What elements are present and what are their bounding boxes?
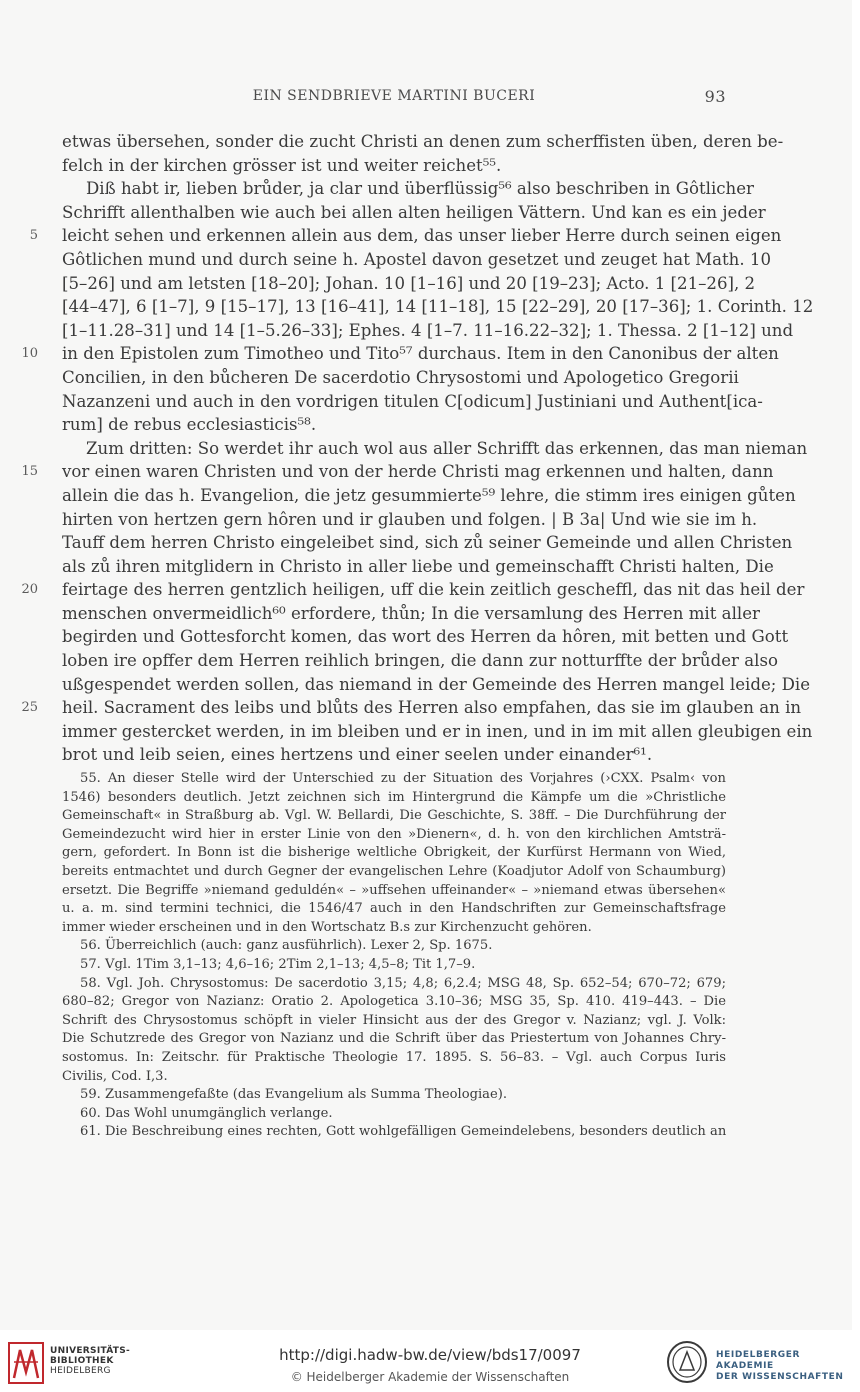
footnote-line: 58. Vgl. Joh. Chrysostomus: De sacerdotio 3,15; 4,8; 6,2.4; MSG 48, Sp. 652–54; 670–72; 679; — [80, 975, 726, 991]
footnote-line: sostomus. In: Zeitschr. für Praktische Theologie 17. 1895. S. 56–83. – Vgl. auch Corpus Iuris — [62, 1049, 726, 1065]
page-number: 93 — [704, 87, 726, 106]
text-line: Diß habt ir, lieben brůder, ja clar und überflüssig⁵⁶ also beschriben in Gôtlicher — [86, 179, 754, 199]
footnote-line: ersetzt. Die Begriffe »niemand geduldén« – »uffsehen uffeinander« – »niemand etwas übersehen« — [62, 882, 726, 898]
footnote-line: immer wieder erscheinen und in den Wortschatz B.s zur Kirchenzucht gehören. — [62, 919, 592, 935]
footnote-line: 57. Vgl. 1Tim 3,1–13; 4,6–16; 2Tim 2,1–13; 4,5–8; Tit 1,7–9. — [80, 956, 476, 972]
footnote-line: 1546) besonders deutlich. Jetzt zeichnen sich im Hintergrund die Kämpfe um die »Christliche — [62, 789, 726, 805]
text-line: rum] de rebus ecclesiasticis⁵⁸. — [62, 415, 317, 435]
text-line: begirden und Gottesforcht komen, das wort des Herren da hôren, mit betten und Gott — [62, 627, 789, 647]
university-library-name: UNIVERSITÄTS- BIBLIOTHEK HEIDELBERG — [50, 1346, 131, 1376]
footnote-line: u. a. m. sind termini technici, die 1546/47 auch in den Handschriften zur Gemeinschaftsfrage — [62, 901, 726, 917]
academy-seal-icon — [666, 1340, 708, 1384]
text-line: hirten von hertzen gern hôren und ir glauben und folgen. | B 3a| Und wie sie im h. — [62, 509, 758, 529]
footnote-line: 55. An dieser Stelle wird der Unterschied zu der Situation des Vorjahres (›CXX. Psalm‹ von — [80, 771, 726, 786]
text-line: brot und leib seien, eines hertzens und einer seelen under einander⁶¹. — [62, 745, 653, 765]
copyright-notice: © Heidelberger Akademie der Wissenschaften — [290, 1370, 570, 1384]
footnote-line: 680–82; Gregor von Nazianz: Oratio 2. Apologetica 3.10–36; MSG 35, Sp. 410. 419–443. – Die — [62, 994, 726, 1010]
footnote-line: Schrift des Chrysostomus schöpft in vieler Hinsicht aus der des Gregor v. Nazianz; vgl. J. Volk: — [62, 1012, 726, 1028]
text-line: leicht sehen und erkennen allein aus dem, das unser lieber Herre durch seinen eigen — [62, 226, 782, 246]
text-line: [1–11.28–31] und 14 [1–5.26–33]; Ephes. 4 [1–7. 11–16.22–32]; 1. Thessa. 2 [1–12] und — [62, 320, 794, 340]
permalink[interactable]: http://digi.hadw-bw.de/view/bds17/0097 — [279, 1346, 581, 1364]
footnote-line: Gemeindezucht wird hier in erster Linie von den »Dienern«, d. h. von den kirchlichen Amtsträ- — [62, 826, 726, 842]
line-number: 25 — [21, 700, 38, 716]
text-line: [5–26] und am letsten [18–20]; Johan. 10 [1–16] und 20 [19–23]; Acto. 1 [21–26], 2 — [62, 273, 756, 293]
text-line: in den Epistolen zum Timotheo und Tito⁵⁷ durchaus. Item in den Canonibus der alten — [62, 344, 779, 364]
text-line: allein die das h. Evangelion, die jetz gesummierte⁵⁹ lehre, die stimm ires einigen gůten — [62, 485, 796, 505]
footnote-line: 61. Die Beschreibung eines rechten, Gott wohlgefälligen Gemeindelebens, besonders deutlich an — [80, 1124, 727, 1140]
text-line: Gôtlichen mund und durch seine h. Apostel davon gesetzet und zeuget hat Math. 10 — [62, 249, 772, 269]
line-number: 5 — [29, 228, 38, 244]
viewer-footer — [0, 1330, 860, 1392]
footnote-line: Die Schutzrede des Gregor von Nazianz und die Schrift über das Priestertum von Johannes Chry- — [62, 1031, 726, 1047]
line-number: 15 — [21, 464, 38, 480]
text-line: Tauff dem herren Christo eingeleibet sind, sich zů seiner Gemeinde und allen Christen — [62, 533, 793, 553]
text-line: loben ire opffer dem Herren reihlich bringen, die dann zur notturffte der brůder also — [62, 651, 778, 671]
text-line: etwas übersehen, sonder die zucht Christi an denen zum scherffisten üben, deren be- — [62, 132, 784, 151]
running-title: EIN SENDBRIEVE MARTINI BUCERI — [252, 88, 536, 104]
text-line: felch in der kirchen grösser ist und weiter reichet⁵⁵. — [62, 155, 502, 175]
line-number: 10 — [21, 346, 38, 362]
text-line: Zum dritten: So werdet ihr auch wol aus aller Schrifft das erkennen, das man nieman — [86, 438, 808, 458]
running-head — [62, 88, 726, 110]
footnote-line: bereits entmachtet und durch Gegner der evangelischen Lehre (Koadjutor Adolf von Schaumburg) — [62, 863, 726, 879]
line-number: 20 — [21, 582, 38, 598]
text-line: Concilien, in den bůcheren De sacerdotio Chrysostomi und Apologetico Gregorii — [62, 367, 739, 387]
footnote-line: 56. Überreichlich (auch: ganz ausführlich). Lexer 2, Sp. 1675. — [80, 938, 493, 954]
text-line: als zů ihren mitglidern in Christo in aller liebe und gemeinschafft Christi halten, Die — [62, 556, 774, 576]
text-line: ußgespendet werden sollen, das niemand in der Gemeinde des Herren mangel leide; Die — [62, 674, 811, 694]
text-line: vor einen waren Christen und von der herde Christi mag erkennen und halten, dann — [62, 462, 774, 482]
text-line: [44–47], 6 [1–7], 9 [15–17], 13 [16–41], 14 [11–18], 15 [22–29], 20 [17–36]; 1. Corinth. 12 — [62, 297, 814, 317]
footnote-line: Civilis, Cod. I,3. — [62, 1068, 168, 1084]
text-line: menschen onvermeidlich⁶⁰ erfordere, thůn; In die versamlung des Herren mit aller — [62, 603, 760, 623]
academy-name: HEIDELBERGER AKADEMIE DER WISSENSCHAFTEN — [716, 1350, 844, 1382]
footnote-line: gern, gefordert. In Bonn ist die bisherige weltliche Obrigkeit, der Kurfürst Hermann von Wied, — [62, 845, 726, 861]
text-line: feirtage des herren gentzlich heiligen, uff die kein zeitlich gescheffl, das nit das heil der — [62, 580, 805, 600]
footnote-line: 60. Das Wohl unumgänglich verlange. — [80, 1105, 333, 1121]
text-line: immer gestercket werden, in im bleiben und er in inen, und in im mit allen gleubigen ein — [62, 721, 813, 741]
page-edge — [852, 0, 860, 1330]
main-text — [62, 130, 814, 767]
text-line: Schrifft allenthalben wie auch bei allen alten heiligen Vättern. Und kan es ein jeder — [62, 202, 766, 222]
text-line: heil. Sacrament des leibs und blůts des Herren also empfahen, das sie im glauben an in — [62, 698, 802, 718]
footnotes — [62, 770, 726, 1142]
footnote-line: Gemeinschaft« in Straßburg ab. Vgl. W. Bellardi, Die Geschichte, S. 38ff. – Die Durchführung der — [62, 808, 726, 824]
footnote-line: 59. Zusammengefaßte (das Evangelium als Summa Theologiae). — [80, 1087, 507, 1103]
text-line: Nazanzeni und auch in den vordrigen titulen C[odicum] Justiniani und Authent[ica- — [62, 391, 763, 411]
